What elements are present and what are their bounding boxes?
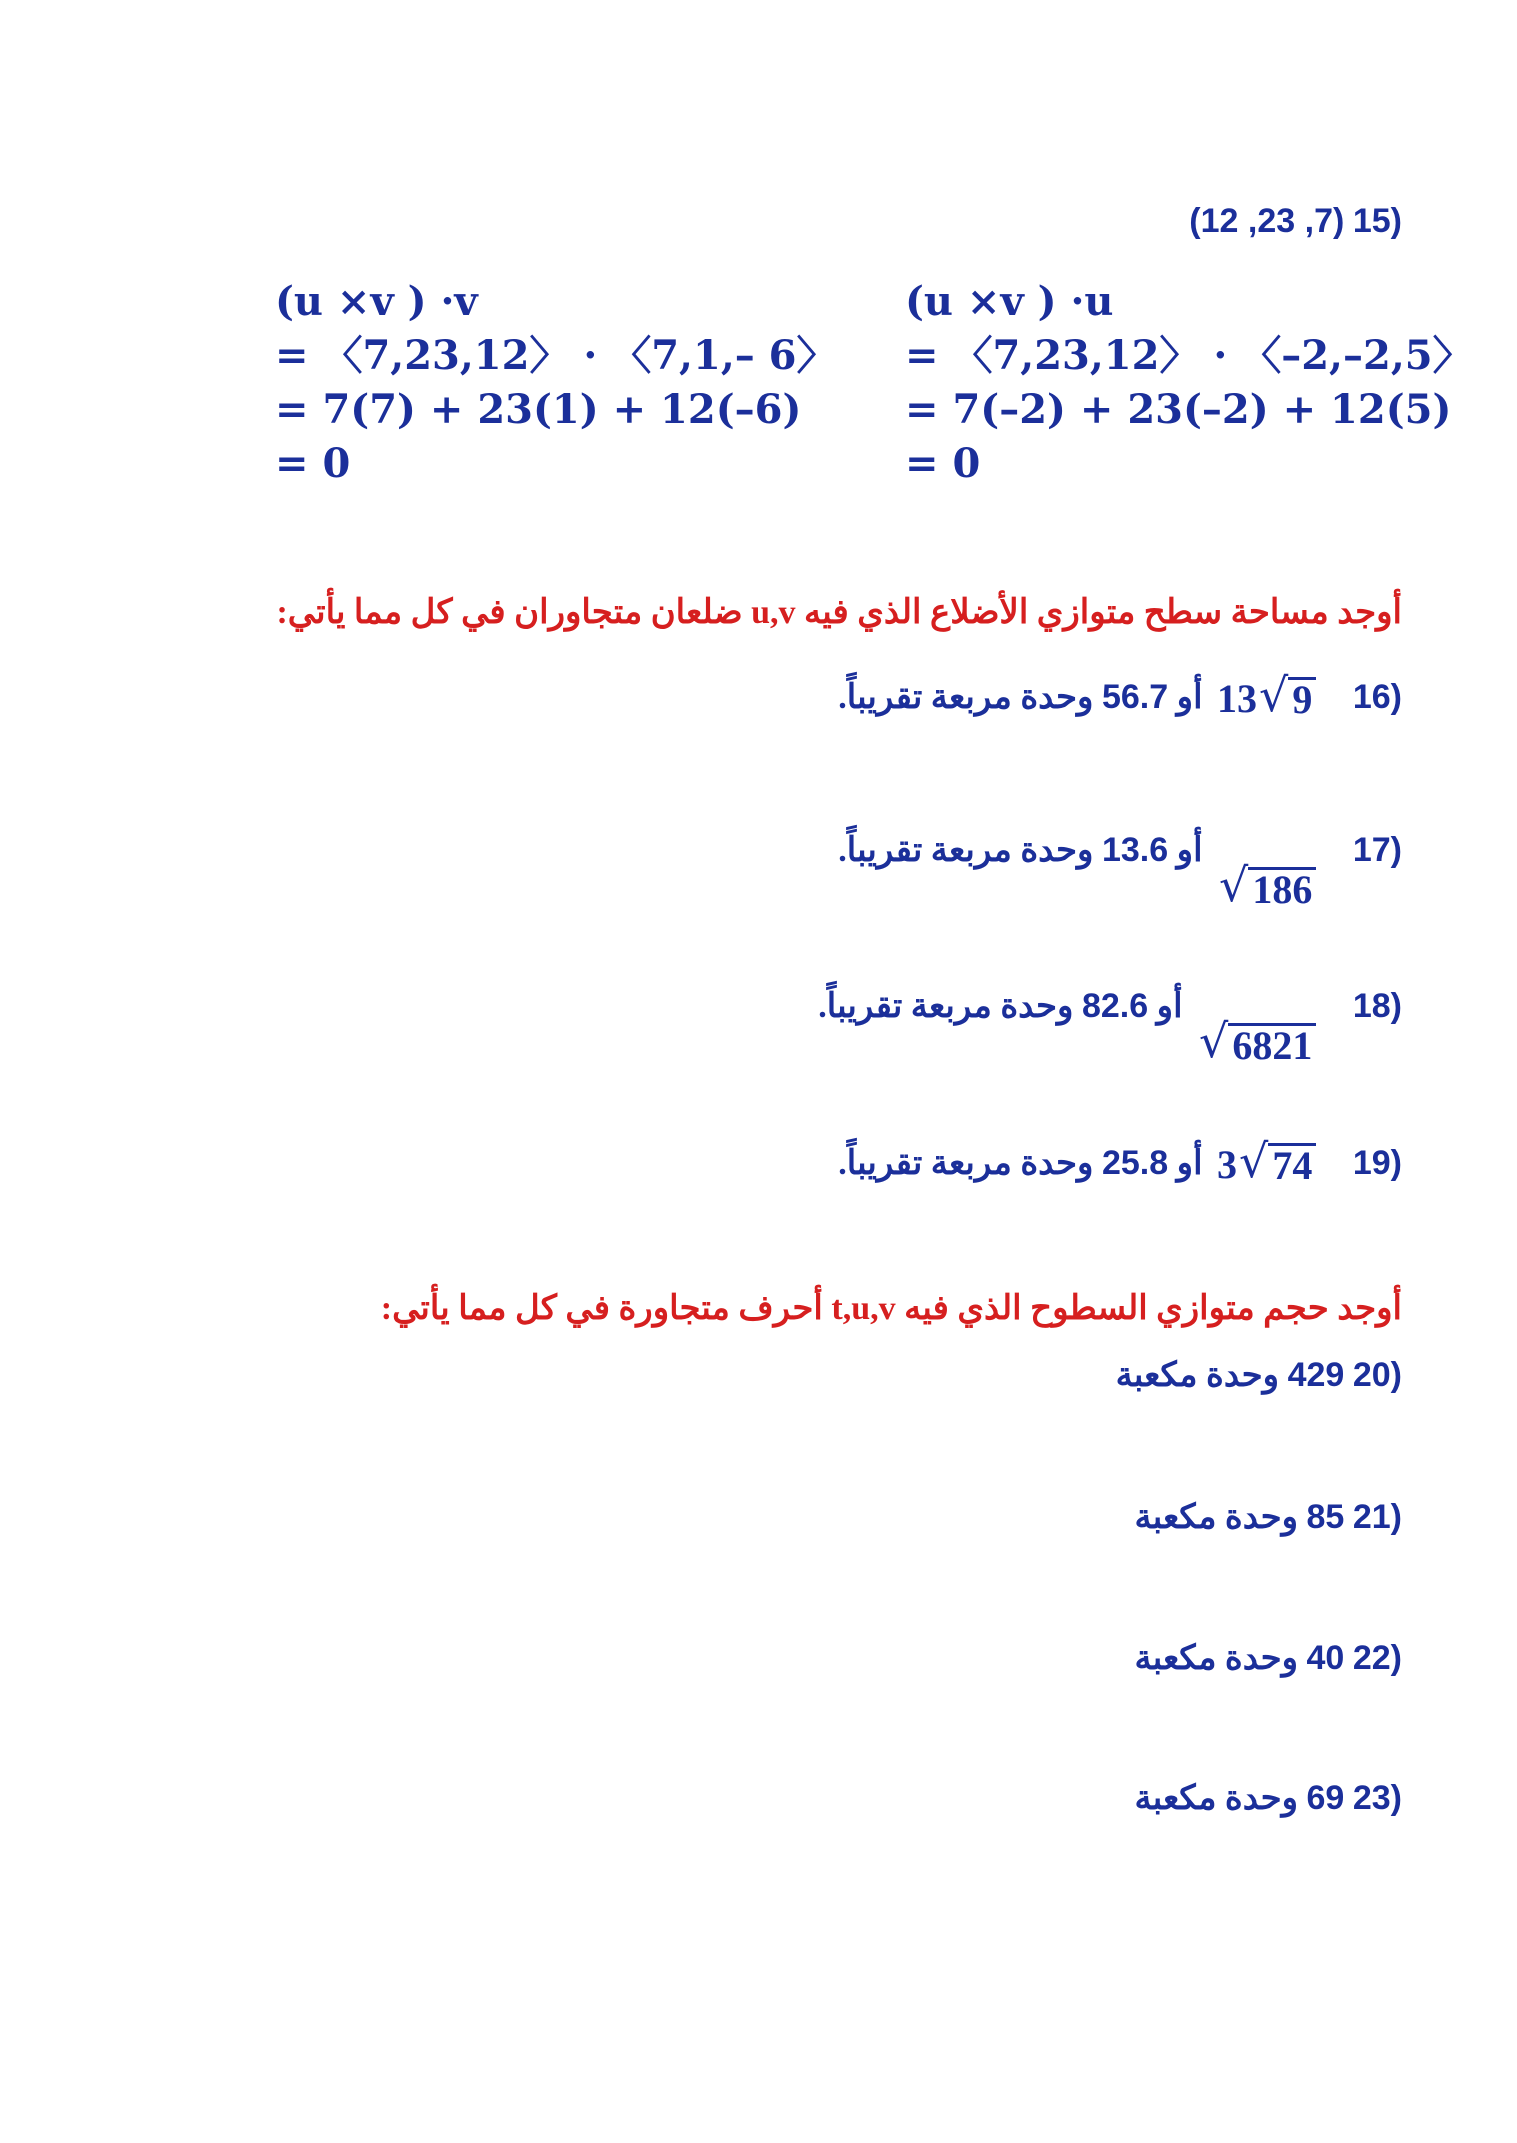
unit-text: وحدة مربعة تقريباً. — [838, 832, 1094, 869]
area-answer-16 — [838, 668, 1402, 722]
unit-text: وحدة مكعبة — [1134, 1499, 1299, 1536]
approx-value: 56.7 — [1101, 678, 1169, 716]
radical-expression: √ 6821 — [1197, 1021, 1316, 1066]
problem-label: (20 — [1352, 1356, 1402, 1394]
approx-value: 82.6 — [1081, 987, 1149, 1025]
radical-expression: √ 186 — [1217, 865, 1316, 910]
volume-value: 40 — [1306, 1639, 1345, 1677]
work-line: = 0 — [905, 440, 981, 487]
volume-answer-23 — [1135, 1778, 1402, 1818]
volume-answer-20 — [1116, 1355, 1402, 1395]
area-section-heading: أوجد مساحة سطح متوازي الأضلاع الذي فيه u,v ضلعان متجاوران في كل مما يأتي: — [276, 594, 1402, 631]
problem-15 — [1189, 202, 1402, 241]
volume-value: 69 — [1306, 1779, 1345, 1817]
connector: أو — [1176, 832, 1203, 869]
problem-label: (15 — [1352, 202, 1402, 240]
approx-value: 25.8 — [1101, 1144, 1169, 1182]
work-line: = 〈7,23,12〉 · 〈7,1,– 6〉 — [275, 332, 837, 379]
unit-text: وحدة مربعة تقريباً. — [838, 1145, 1094, 1182]
volume-answer-21 — [1135, 1497, 1402, 1537]
volume-section-heading: أوجد حجم متوازي السطوح الذي فيه t,u,v أحرف متجاورة في كل مما يأتي: — [380, 1290, 1402, 1327]
unit-text: وحدة مكعبة — [1115, 1357, 1280, 1394]
work-line: = 7(–2) + 23(–2) + 12(5) — [905, 386, 1452, 433]
connector: أو — [1176, 1145, 1203, 1182]
connector: أو — [1176, 679, 1203, 716]
area-answer-17 — [838, 830, 1402, 910]
approx-value: 13.6 — [1101, 831, 1169, 869]
radical-expression: 3 √ 74 — [1217, 1141, 1316, 1188]
work-dot-v — [275, 275, 837, 491]
unit-text: وحدة مربعة تقريباً. — [818, 988, 1074, 1025]
volume-value: 429 — [1287, 1356, 1345, 1394]
radical-expression: 13 √ 9 — [1217, 675, 1316, 722]
volume-value: 85 — [1306, 1498, 1345, 1536]
work-line: (u ×v ) ·v — [275, 278, 478, 325]
work-line: (u ×v ) ·u — [905, 278, 1114, 325]
work-line: = 0 — [275, 440, 351, 487]
sqrt-icon: √ — [1199, 1014, 1229, 1068]
problem-label: (19 — [1352, 1144, 1402, 1182]
work-line: = 〈7,23,12〉 · 〈–2,–2,5〉 — [905, 332, 1473, 379]
problem-answer: (7, 23, 12) — [1189, 202, 1345, 240]
problem-label: (21 — [1352, 1498, 1402, 1536]
area-answer-19 — [838, 1134, 1402, 1188]
volume-answer-22 — [1135, 1638, 1402, 1678]
unit-text: وحدة مكعبة — [1134, 1640, 1299, 1677]
problem-label: (18 — [1352, 987, 1402, 1025]
work-line: = 7(7) + 23(1) + 12(–6) — [275, 386, 802, 433]
problem-label: (22 — [1352, 1639, 1402, 1677]
sqrt-icon: √ — [1259, 668, 1289, 722]
work-dot-u — [905, 275, 1473, 491]
unit-text: وحدة مكعبة — [1134, 1780, 1299, 1817]
problem-label: (16 — [1352, 678, 1402, 716]
area-answer-18 — [818, 986, 1402, 1066]
sqrt-icon: √ — [1219, 858, 1249, 912]
unit-text: وحدة مربعة تقريباً. — [838, 679, 1094, 716]
connector: أو — [1156, 988, 1183, 1025]
sqrt-icon: √ — [1239, 1134, 1269, 1188]
problem-label: (17 — [1352, 831, 1402, 869]
problem-label: (23 — [1352, 1779, 1402, 1817]
